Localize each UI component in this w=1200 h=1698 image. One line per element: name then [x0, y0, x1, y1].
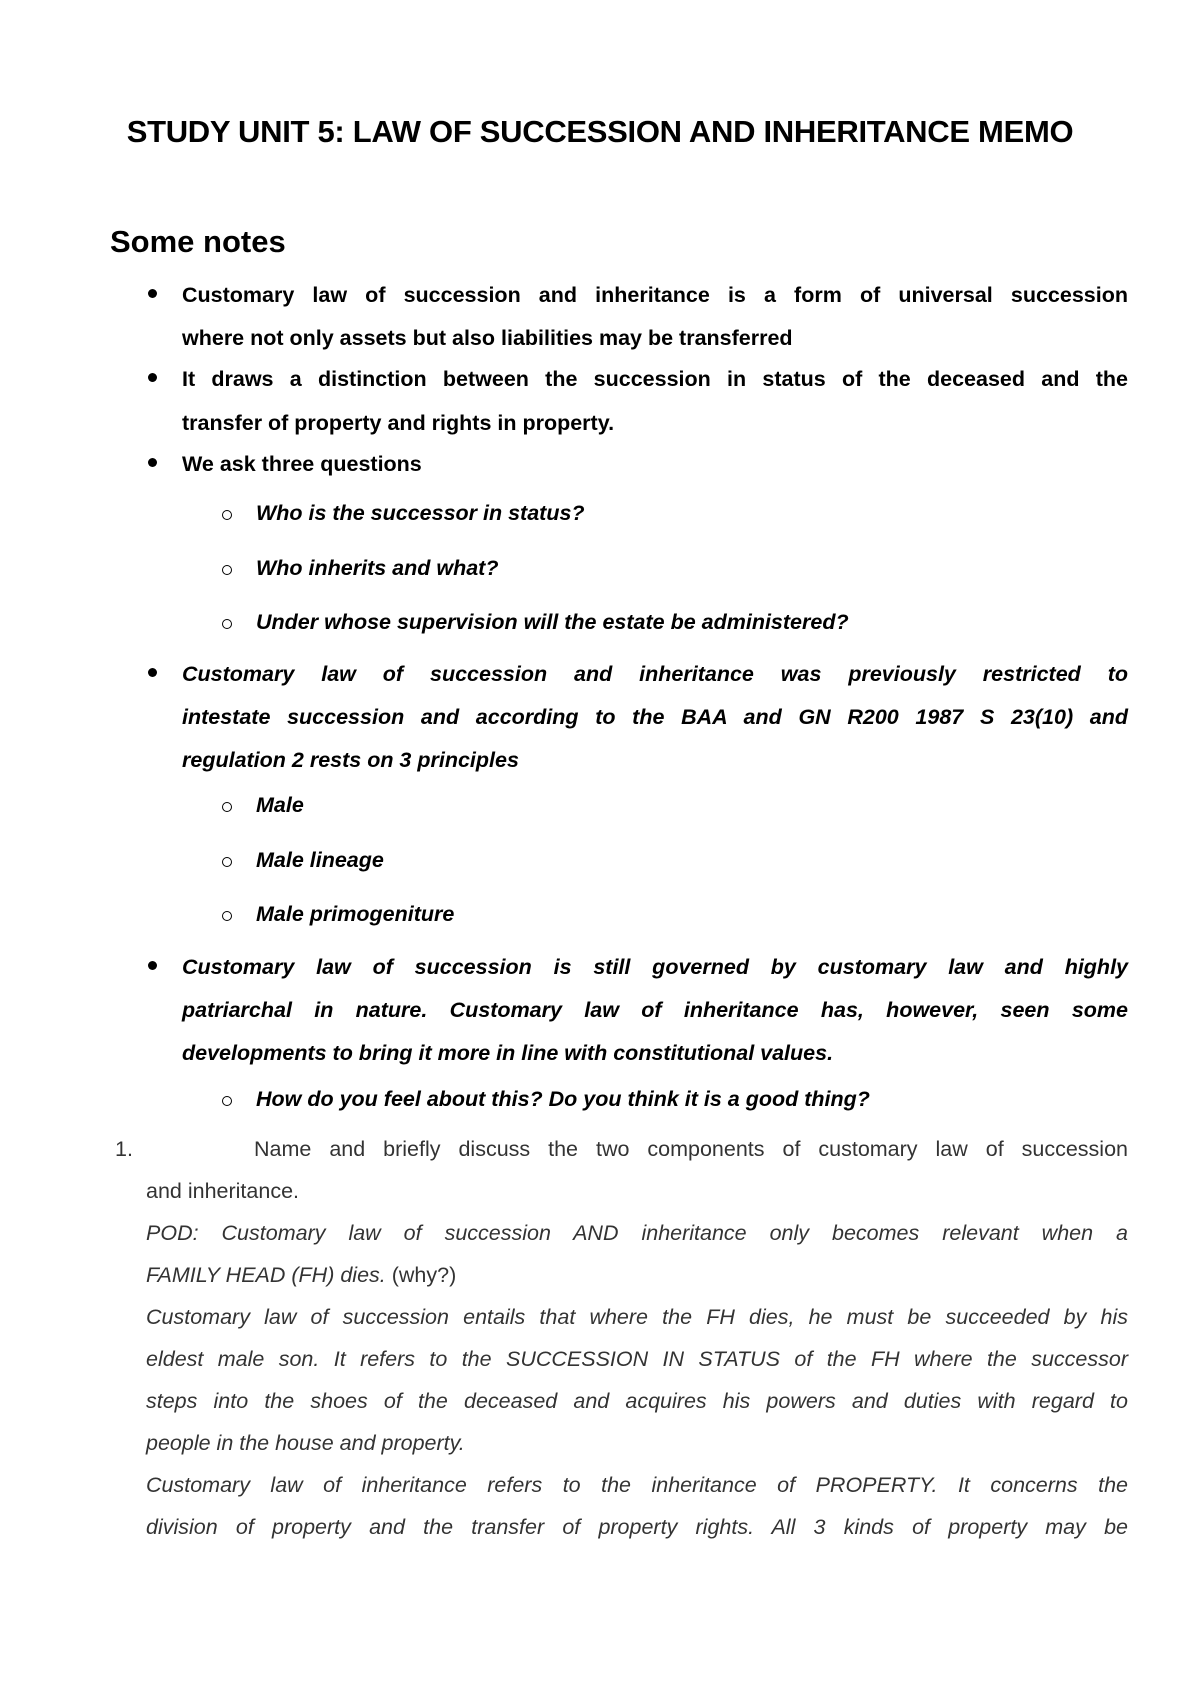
sub-bullet-circle [222, 857, 232, 867]
succession-line-3: steps into the shoes of the deceased and acquires his powers and duties with regard to [146, 1389, 1128, 1413]
bullet-1-line-2: where not only assets but also liabilities may be transferred [182, 326, 793, 350]
answer-pod-line-2 [146, 1265, 456, 1287]
section-heading: Some notes [110, 224, 286, 259]
sub-bullet-circle [222, 510, 232, 520]
succession-line-1: Customary law of succession entails that where the FH dies, he must be succeeded by his [146, 1305, 1128, 1329]
succession-line-4: people in the house and property. [146, 1431, 465, 1455]
bullet-1-line-1: Customary law of succession and inheritance is a form of universal succession [182, 283, 1128, 307]
answer-pod-text: FAMILY HEAD (FH) dies. [146, 1263, 386, 1287]
question-1-line-2: and inheritance. [146, 1179, 299, 1203]
principle-male-primogeniture: Male primogeniture [256, 902, 455, 926]
bullet-dot [148, 373, 157, 382]
inheritance-line-2: division of property and the transfer of property rights. All 3 kinds of property may be [146, 1515, 1128, 1539]
document-title: STUDY UNIT 5: LAW OF SUCCESSION AND INHERITANCE MEMO [126, 114, 1074, 149]
bullet-5-line-1: Customary law of succession is still governed by customary law and highly [182, 955, 1128, 979]
answer-pod-line-1: POD: Customary law of succession AND inheritance only becomes relevant when a [146, 1221, 1128, 1245]
sub-bullet-circle [222, 1096, 232, 1106]
question-1-line-1: Name and briefly discuss the two components of customary law of succession [254, 1137, 1128, 1161]
bullet-2-line-1: It draws a distinction between the succession in status of the deceased and the [182, 367, 1128, 391]
sub-bullet-circle [222, 911, 232, 921]
bullet-4-line-3: regulation 2 rests on 3 principles [182, 748, 519, 772]
bullet-dot [148, 289, 157, 298]
question-supervision: Under whose supervision will the estate be administered? [256, 610, 849, 634]
bullet-4-line-2: intestate succession and according to the BAA and GN R200 1987 S 23(10) and [182, 705, 1128, 729]
question-successor: Who is the successor in status? [256, 501, 585, 525]
bullet-3-line-1: We ask three questions [182, 452, 422, 476]
bullet-4-line-1: Customary law of succession and inheritance was previously restricted to [182, 662, 1128, 686]
inheritance-line-1: Customary law of inheritance refers to the inheritance of PROPERTY. It concerns the [146, 1473, 1128, 1497]
sub-bullet-circle [222, 565, 232, 575]
sub-bullet-circle [222, 802, 232, 812]
bullet-2-line-2: transfer of property and rights in property. [182, 411, 615, 435]
bullet-5-line-3: developments to bring it more in line with constitutional values. [182, 1041, 834, 1065]
bullet-5-line-2: patriarchal in nature. Customary law of inheritance has, however, seen some [182, 998, 1128, 1022]
succession-line-2: eldest male son. It refers to the SUCCESSION IN STATUS of the FH where the successor [146, 1347, 1128, 1371]
bullet-dot [148, 668, 157, 677]
principle-male: Male [256, 793, 304, 817]
bullet-dot [148, 458, 157, 467]
question-inherits: Who inherits and what? [256, 556, 499, 580]
bullet-dot [148, 961, 157, 970]
principle-male-lineage: Male lineage [256, 848, 384, 872]
question-number: 1. [115, 1137, 133, 1161]
answer-pod-why: (why?) [385, 1263, 457, 1287]
sub-bullet-circle [222, 619, 232, 629]
reflection-question: How do you feel about this? Do you think it is a good thing? [256, 1087, 870, 1111]
